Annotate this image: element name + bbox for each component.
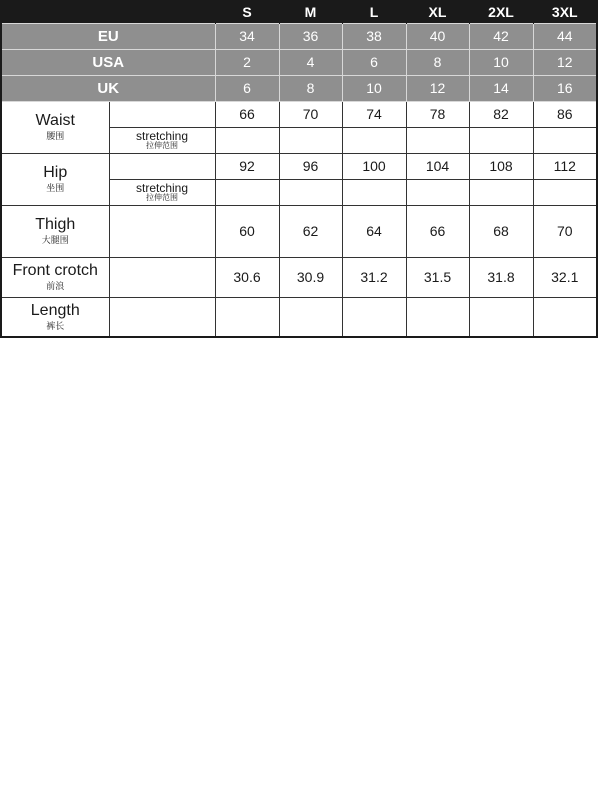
- stretching-label: [109, 127, 215, 153]
- label-en: Length: [30, 301, 80, 319]
- measurement-cell: 70: [279, 101, 342, 127]
- empty-cell: [109, 101, 215, 127]
- measurement-cell: 31.8: [469, 257, 533, 297]
- sub-label-cn: 拉伸范围: [146, 141, 178, 151]
- conversion-row-uk: [1, 75, 597, 101]
- empty-cell: [342, 179, 406, 205]
- measurement-cell: 31.5: [406, 257, 469, 297]
- empty-cell: [469, 179, 533, 205]
- stretching-label: [109, 179, 215, 205]
- label-en: Thigh: [35, 215, 76, 233]
- measurement-cell: 86: [533, 101, 597, 127]
- conversion-cell: 6: [342, 49, 406, 75]
- label-cn: 裤长: [46, 321, 65, 332]
- conversion-cell: 8: [279, 75, 342, 101]
- measurement-cell: 60: [215, 205, 279, 257]
- empty-cell: [109, 257, 215, 297]
- conversion-cell: 12: [406, 75, 469, 101]
- conversion-label: UK: [1, 75, 215, 101]
- label-en: Waist: [35, 111, 75, 129]
- empty-cell: [469, 127, 533, 153]
- conversion-row-eu: [1, 23, 597, 49]
- conversion-cell: 34: [215, 23, 279, 49]
- measurement-cell: [279, 297, 342, 337]
- measurement-row-front-crotch: [1, 257, 597, 297]
- measurement-cell: 30.9: [279, 257, 342, 297]
- empty-cell: [109, 153, 215, 179]
- conversion-cell: 10: [342, 75, 406, 101]
- measurement-cell: 100: [342, 153, 406, 179]
- measurement-cell: 82: [469, 101, 533, 127]
- measurement-cell: 66: [215, 101, 279, 127]
- conversion-cell: 6: [215, 75, 279, 101]
- measurement-cell: 112: [533, 153, 597, 179]
- measurement-row-waist: [1, 101, 597, 127]
- empty-cell: [215, 127, 279, 153]
- size-header-cell: M: [279, 1, 342, 23]
- header-corner: [1, 1, 215, 23]
- size-header-cell: S: [215, 1, 279, 23]
- size-header-cell: 2XL: [469, 1, 533, 23]
- measurement-row-thigh: [1, 205, 597, 257]
- empty-cell: [279, 127, 342, 153]
- size-header-cell: 3XL: [533, 1, 597, 23]
- measurement-cell: 108: [469, 153, 533, 179]
- empty-cell: [533, 127, 597, 153]
- measurement-cell: 96: [279, 153, 342, 179]
- measurement-cell: [406, 297, 469, 337]
- empty-cell: [109, 297, 215, 337]
- measurement-cell: 64: [342, 205, 406, 257]
- label-cn: 坐围: [46, 183, 65, 194]
- label-en: Hip: [43, 163, 68, 181]
- conversion-cell: 40: [406, 23, 469, 49]
- conversion-cell: 2: [215, 49, 279, 75]
- sub-label-en: stretching: [135, 180, 189, 195]
- measurement-row-hip: [1, 153, 597, 179]
- sub-label-cn: 拉伸范围: [146, 193, 178, 203]
- empty-cell: [406, 179, 469, 205]
- conversion-cell: 14: [469, 75, 533, 101]
- measurement-cell: [469, 297, 533, 337]
- measurement-cell: [342, 297, 406, 337]
- label-cn: 前浪: [46, 281, 65, 292]
- measurement-cell: 78: [406, 101, 469, 127]
- empty-cell: [279, 179, 342, 205]
- empty-cell: [342, 127, 406, 153]
- measurement-cell: [533, 297, 597, 337]
- conversion-cell: 16: [533, 75, 597, 101]
- label-cn: 腰围: [46, 131, 65, 142]
- label-cn: 大腿围: [41, 235, 69, 246]
- conversion-cell: 8: [406, 49, 469, 75]
- size-header-cell: L: [342, 1, 406, 23]
- empty-cell: [533, 179, 597, 205]
- size-header-cell: XL: [406, 1, 469, 23]
- measurement-cell: [215, 297, 279, 337]
- size-header-row: [1, 1, 597, 23]
- measurement-cell: 74: [342, 101, 406, 127]
- empty-cell: [109, 205, 215, 257]
- hip-label: [1, 153, 109, 205]
- measurement-cell: 62: [279, 205, 342, 257]
- measurement-cell: 32.1: [533, 257, 597, 297]
- measurement-cell: 104: [406, 153, 469, 179]
- measurement-cell: 30.6: [215, 257, 279, 297]
- conversion-cell: 4: [279, 49, 342, 75]
- empty-cell: [406, 127, 469, 153]
- conversion-cell: 44: [533, 23, 597, 49]
- conversion-cell: 12: [533, 49, 597, 75]
- measurement-cell: 70: [533, 205, 597, 257]
- conversion-cell: 36: [279, 23, 342, 49]
- size-chart-table: [0, 0, 598, 338]
- conversion-label: USA: [1, 49, 215, 75]
- empty-cell: [215, 179, 279, 205]
- conversion-row-usa: [1, 49, 597, 75]
- length-label: [1, 297, 109, 337]
- conversion-cell: 10: [469, 49, 533, 75]
- sub-label-en: stretching: [135, 128, 189, 143]
- measurement-cell: 92: [215, 153, 279, 179]
- conversion-cell: 38: [342, 23, 406, 49]
- conversion-cell: 42: [469, 23, 533, 49]
- measurement-row-length: [1, 297, 597, 337]
- measurement-cell: 68: [469, 205, 533, 257]
- waist-label: [1, 101, 109, 153]
- conversion-label: EU: [1, 23, 215, 49]
- thigh-label: [1, 205, 109, 257]
- measurement-cell: 66: [406, 205, 469, 257]
- measurement-cell: 31.2: [342, 257, 406, 297]
- label-en: Front crotch: [12, 261, 98, 279]
- front-crotch-label: [1, 257, 109, 297]
